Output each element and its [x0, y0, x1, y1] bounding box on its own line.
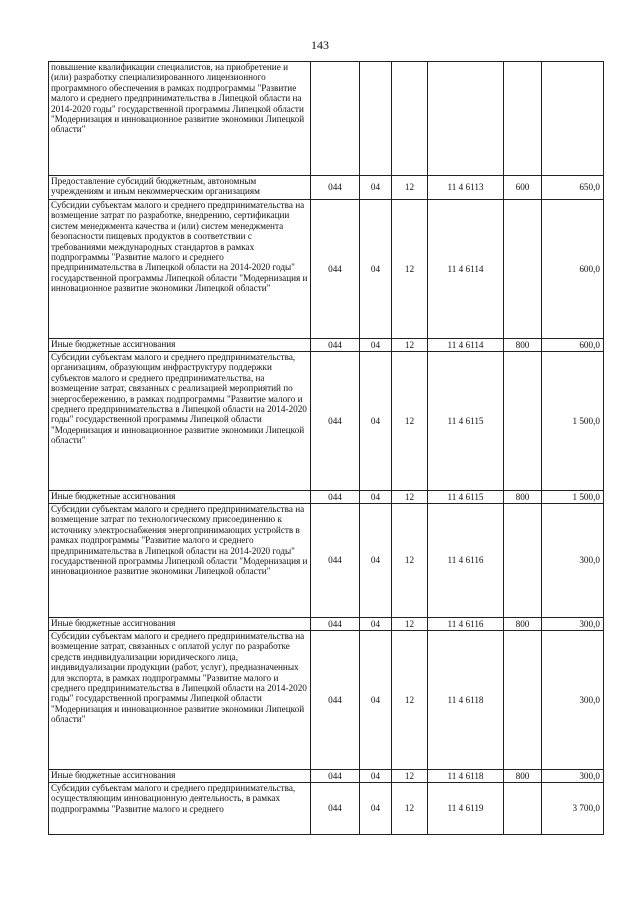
- subsection-code: 12: [392, 200, 428, 339]
- target-article-code: 11 4 6119: [428, 783, 504, 835]
- ministry-code: 044: [311, 504, 360, 618]
- row-description: Предоставление субсидий бюджетным, автономным учреждениям и иным некоммерческим организациям: [49, 176, 311, 200]
- section-code: 04: [360, 200, 392, 339]
- row-description: Субсидии субъектам малого и среднего предпринимательства, организациям, образующим инфраструктуру поддержки субъектов малого и среднего предпринимательства, на возмещение затрат, связанных с реализацией мероприятий по энергосбережению, в рамках подпрограммы "Развитие малого и среднего предпринимательства в Липецкой области на 2014-2020 годы" государственной программы Липецкой области "Модернизация и инновационное развитие экономики Липецкой области": [49, 352, 311, 491]
- row-description: повышение квалификации специалистов, на приобретение и (или) разработку специализированного лицензионного программного обеспечения в рамках подпрограммы "Развитие малого и среднего предпринимательства в Липецкой области на 2014-2020 годы" государственной программы Липецкой области "Модернизация и инновационное развитие экономики Липецкой области": [49, 62, 311, 176]
- section-code: 04: [360, 339, 392, 352]
- expense-type-code: [504, 62, 542, 176]
- table-row: [49, 783, 604, 835]
- target-article-code: 11 4 6115: [428, 352, 504, 491]
- expense-type-code: [504, 200, 542, 339]
- row-description: Иные бюджетные ассигнования: [49, 618, 311, 631]
- ministry-code: 044: [311, 783, 360, 835]
- expense-type-code: [504, 352, 542, 491]
- subsection-code: 12: [392, 504, 428, 618]
- table-row: [49, 770, 604, 783]
- expense-type-code: 800: [504, 770, 542, 783]
- row-description: Субсидии субъектам малого и среднего предпринимательства на возмещение затрат, связанных с оплатой услуг по разработке средств индивидуализации юридического лица, индивидуализации продукции (работ, услуг), предназначенных для экспорта, в рамках подпрограммы "Развитие малого и среднего предпринимательства в Липецкой области на 2014-2020 годы" государственной программы Липецкой области "Модернизация и инновационное развитие экономики Липецкой области": [49, 631, 311, 770]
- target-article-code: [428, 62, 504, 176]
- amount: 1 500,0: [542, 352, 604, 491]
- page-number: 143: [311, 38, 329, 52]
- amount: 600,0: [542, 339, 604, 352]
- amount: [542, 62, 604, 176]
- expense-type-code: [504, 783, 542, 835]
- ministry-code: 044: [311, 200, 360, 339]
- table-row: [49, 504, 604, 618]
- target-article-code: 11 4 6114: [428, 339, 504, 352]
- row-description: Субсидии субъектам малого и среднего предпринимательства на возмещение затрат по технологическому присоединению к источнику электроснабжения энергопринимающих устройств в рамках подпрограммы "Развитие малого и среднего предпринимательства в Липецкой области на 2014-2020 годы" государственной программы Липецкой области "Модернизация и инновационное развитие экономики Липецкой области": [49, 504, 311, 618]
- subsection-code: 12: [392, 176, 428, 200]
- expense-type-code: 800: [504, 491, 542, 504]
- subsection-code: 12: [392, 631, 428, 770]
- section-code: 04: [360, 504, 392, 618]
- expense-type-code: 600: [504, 176, 542, 200]
- expense-type-code: [504, 504, 542, 618]
- amount: 1 500,0: [542, 491, 604, 504]
- amount: 300,0: [542, 770, 604, 783]
- row-description: Субсидии субъектам малого и среднего предпринимательства на возмещение затрат по разработке, внедрению, сертификации систем менеджмента качества и (или) систем менеджмента безопасности пищевых продуктов в соответствии с требованиями международных стандартов в рамках подпрограммы "Развитие малого и среднего предпринимательства в Липецкой области на 2014-2020 годы" государственной программы Липецкой области "Модернизация и инновационное развитие экономики Липецкой области": [49, 200, 311, 339]
- amount: 650,0: [542, 176, 604, 200]
- expense-type-code: 800: [504, 618, 542, 631]
- subsection-code: 12: [392, 339, 428, 352]
- section-code: 04: [360, 618, 392, 631]
- expense-type-code: 800: [504, 339, 542, 352]
- ministry-code: 044: [311, 491, 360, 504]
- table-row: [49, 618, 604, 631]
- amount: 300,0: [542, 631, 604, 770]
- subsection-code: 12: [392, 352, 428, 491]
- table-row: [49, 62, 604, 176]
- ministry-code: 044: [311, 770, 360, 783]
- table-row: [49, 176, 604, 200]
- ministry-code: 044: [311, 176, 360, 200]
- row-description: Иные бюджетные ассигнования: [49, 770, 311, 783]
- expense-type-code: [504, 631, 542, 770]
- target-article-code: 11 4 6115: [428, 491, 504, 504]
- ministry-code: [311, 62, 360, 176]
- table-row: [49, 200, 604, 339]
- amount: 600,0: [542, 200, 604, 339]
- budget-table: [48, 61, 604, 835]
- section-code: 04: [360, 631, 392, 770]
- section-code: [360, 62, 392, 176]
- target-article-code: 11 4 6116: [428, 618, 504, 631]
- amount: 3 700,0: [542, 783, 604, 835]
- table-row: [49, 491, 604, 504]
- target-article-code: 11 4 6116: [428, 504, 504, 618]
- target-article-code: 11 4 6118: [428, 770, 504, 783]
- subsection-code: 12: [392, 770, 428, 783]
- ministry-code: 044: [311, 631, 360, 770]
- section-code: 04: [360, 491, 392, 504]
- amount: 300,0: [542, 618, 604, 631]
- table-row: [49, 631, 604, 770]
- subsection-code: [392, 62, 428, 176]
- section-code: 04: [360, 176, 392, 200]
- ministry-code: 044: [311, 618, 360, 631]
- row-description: Субсидии субъектам малого и среднего предпринимательства, осуществляющим инновационную деятельность, в рамках подпрограммы "Развитие малого и среднего: [49, 783, 311, 835]
- ministry-code: 044: [311, 339, 360, 352]
- section-code: 04: [360, 352, 392, 491]
- subsection-code: 12: [392, 491, 428, 504]
- target-article-code: 11 4 6118: [428, 631, 504, 770]
- row-description: Иные бюджетные ассигнования: [49, 491, 311, 504]
- table-row: [49, 339, 604, 352]
- amount: 300,0: [542, 504, 604, 618]
- table-row: [49, 352, 604, 491]
- subsection-code: 12: [392, 783, 428, 835]
- row-description: Иные бюджетные ассигнования: [49, 339, 311, 352]
- section-code: 04: [360, 770, 392, 783]
- section-code: 04: [360, 783, 392, 835]
- target-article-code: 11 4 6113: [428, 176, 504, 200]
- subsection-code: 12: [392, 618, 428, 631]
- ministry-code: 044: [311, 352, 360, 491]
- target-article-code: 11 4 6114: [428, 200, 504, 339]
